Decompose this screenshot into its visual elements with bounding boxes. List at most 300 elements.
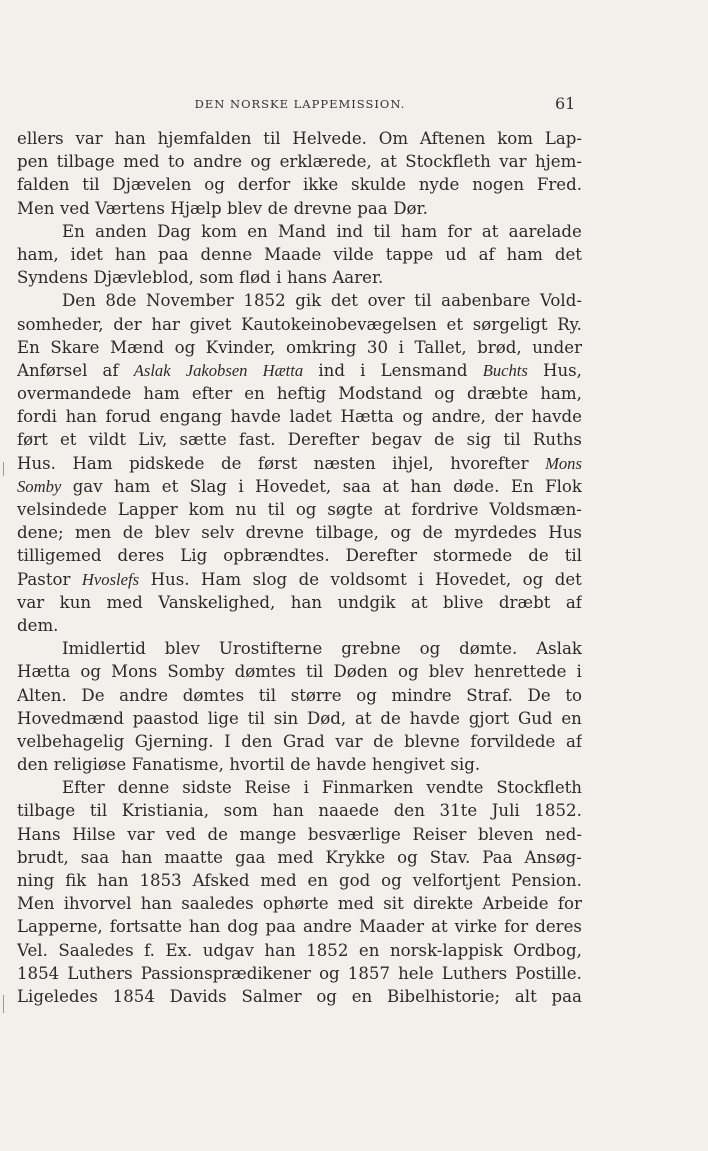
- word: paa: [158, 244, 189, 264]
- word: Lig: [180, 546, 208, 566]
- word: 1853: [139, 871, 182, 890]
- word: Hovedet,: [435, 569, 512, 589]
- text-line: [17, 289, 582, 312]
- word: havde: [531, 407, 582, 427]
- word: ham: [506, 244, 543, 264]
- word: for: [557, 894, 582, 914]
- word: hjemfalden: [157, 129, 252, 148]
- word: Krykke: [325, 847, 386, 867]
- word: vendte: [426, 778, 484, 798]
- text-line: [17, 313, 582, 336]
- word: Hus.: [17, 453, 56, 473]
- word: Ruths: [532, 430, 582, 450]
- word: Mænd: [110, 337, 164, 357]
- word: Død,: [307, 708, 347, 728]
- word: at: [382, 476, 399, 496]
- word: de: [290, 755, 311, 775]
- word: ellers: [17, 129, 64, 148]
- word: en: [244, 384, 265, 404]
- word: De: [527, 685, 551, 705]
- word: et: [161, 476, 179, 496]
- word: Gud: [517, 708, 553, 728]
- word: sidste: [182, 778, 232, 798]
- word: ihvorvel: [63, 894, 132, 914]
- text-line: [17, 521, 582, 544]
- word: Urostifterne: [218, 639, 323, 659]
- word: 1852: [306, 940, 349, 960]
- word: Stav.: [429, 847, 471, 867]
- word: men: [75, 523, 112, 543]
- word: af: [478, 244, 495, 264]
- text-line: [17, 846, 582, 869]
- word: en: [358, 940, 380, 960]
- word: næsten: [313, 453, 376, 473]
- word: i: [398, 337, 404, 357]
- word: ud: [445, 244, 467, 264]
- word: Ordbog,: [513, 940, 582, 960]
- word: de: [380, 708, 401, 728]
- word: og: [434, 384, 455, 404]
- word: til: [258, 685, 277, 705]
- word: Fred.: [536, 175, 582, 195]
- italic-word: Hætta: [262, 360, 304, 380]
- word: havde: [409, 708, 461, 728]
- word: ham,: [540, 384, 582, 404]
- word: en: [307, 871, 329, 890]
- word: Hovedet,: [255, 476, 332, 496]
- word: Skare: [50, 337, 100, 357]
- text-line: [17, 243, 582, 266]
- word: Saaledes: [58, 940, 134, 960]
- word: Hætta: [340, 407, 394, 427]
- word: gjort: [468, 708, 510, 728]
- word: to: [167, 152, 185, 172]
- text-line: [17, 939, 582, 962]
- word: Døden: [333, 662, 388, 682]
- word: og: [204, 175, 225, 195]
- word: han: [114, 244, 147, 264]
- word: at: [410, 592, 428, 612]
- text-line: [17, 892, 582, 915]
- word: saa: [80, 847, 110, 867]
- text-line: [17, 220, 582, 243]
- word: Lapper: [117, 500, 178, 519]
- word: velbehagelig: [17, 731, 125, 751]
- word: han: [97, 871, 129, 890]
- word: han: [140, 894, 173, 914]
- word: større: [290, 685, 342, 705]
- word: Reiser: [412, 824, 467, 844]
- word: og: [250, 152, 272, 172]
- word: de: [433, 430, 455, 450]
- word: ført: [17, 430, 48, 450]
- word: November: [146, 291, 234, 311]
- word: Davids: [169, 986, 227, 1006]
- text-line: [17, 382, 582, 405]
- word: han: [272, 801, 304, 821]
- word: Reise: [244, 778, 291, 798]
- word: hele: [398, 963, 434, 983]
- word: Straf.: [466, 685, 513, 705]
- word: nogen: [472, 175, 525, 195]
- text-line: [17, 359, 582, 382]
- word: Om: [378, 129, 409, 148]
- word: og: [402, 407, 424, 427]
- word: Kautokeinobevægelsen: [241, 314, 437, 334]
- word: to: [565, 685, 582, 705]
- word: Syndens: [17, 268, 89, 288]
- word: Luthers: [441, 963, 508, 983]
- word: fordrive: [411, 500, 479, 519]
- word: sit: [383, 894, 404, 914]
- word: af: [102, 360, 119, 380]
- text-line: [17, 405, 582, 428]
- text-line: [17, 173, 582, 196]
- margin-mark: [3, 995, 4, 1013]
- word: den: [393, 801, 425, 821]
- word: 1852: [243, 291, 286, 311]
- word: under: [532, 337, 582, 357]
- word: paa: [265, 917, 296, 937]
- word: det: [554, 569, 582, 589]
- word: Men: [17, 198, 55, 218]
- word: Djævleblod,: [93, 268, 194, 288]
- word: Lensmand: [380, 360, 468, 380]
- word: hengivet: [371, 755, 445, 775]
- word: Flok: [545, 476, 582, 496]
- text-line: [17, 127, 582, 150]
- word: den: [17, 755, 49, 775]
- word: sig: [466, 430, 492, 450]
- word: var: [335, 731, 363, 751]
- word: hans: [287, 268, 327, 288]
- word: Kristiania,: [121, 801, 209, 821]
- word: og: [319, 963, 340, 983]
- word: ham: [400, 221, 438, 241]
- word: de: [528, 546, 549, 566]
- word: var: [127, 824, 155, 844]
- word: opbrændtes.: [223, 546, 330, 566]
- word: ning: [17, 871, 55, 890]
- word: Hilse: [72, 824, 116, 844]
- word: flød: [239, 268, 271, 288]
- word: Pastor: [17, 569, 71, 589]
- word: idet: [70, 244, 103, 264]
- word: blev: [164, 639, 200, 659]
- text-line: [17, 823, 582, 846]
- word: døde.: [453, 476, 500, 496]
- word: Modstand: [338, 384, 423, 404]
- word: 30: [366, 337, 389, 357]
- word: en: [561, 708, 582, 728]
- word: paastod: [132, 708, 199, 728]
- word: dene;: [17, 523, 64, 543]
- word: Pension.: [511, 871, 582, 890]
- word: pidskede: [129, 453, 205, 473]
- word: de: [422, 523, 443, 543]
- word: norsk-lappisk: [389, 940, 503, 960]
- word: i: [238, 476, 244, 496]
- body-text: [17, 127, 582, 1008]
- word: dømtes: [234, 662, 296, 682]
- word: de: [207, 824, 228, 844]
- word: Fanatisme,: [131, 755, 224, 775]
- word: han: [65, 407, 97, 427]
- word: de: [298, 569, 320, 589]
- word: i: [276, 268, 282, 288]
- word: at: [431, 917, 448, 937]
- word: ham: [143, 384, 180, 404]
- word: han: [264, 940, 296, 960]
- word: Ham: [201, 569, 242, 589]
- word: han: [114, 129, 146, 148]
- italic-word: Jakobsen: [185, 360, 248, 380]
- word: religiøse: [53, 755, 127, 775]
- word: dræbte: [466, 384, 529, 404]
- word: bleven: [477, 824, 534, 844]
- word: for: [447, 221, 472, 241]
- word: de: [373, 731, 394, 751]
- word: virke: [454, 917, 498, 937]
- word: drevne: [293, 198, 352, 218]
- word: i: [418, 569, 424, 589]
- word: hvorefter: [450, 453, 529, 473]
- word: sørgeligt: [472, 314, 548, 334]
- word: Gjerning.: [134, 731, 214, 751]
- word: alt: [514, 986, 537, 1006]
- word: falden: [17, 175, 70, 195]
- word: drevne: [245, 523, 304, 543]
- word: vildt: [88, 430, 126, 450]
- word: 1852.: [534, 801, 582, 821]
- word: Liv,: [138, 430, 168, 450]
- word: Derefter: [345, 546, 418, 566]
- word: der: [494, 407, 523, 427]
- word: Vel.: [17, 940, 48, 960]
- word: Dør.: [393, 198, 428, 218]
- word: Afsked: [192, 871, 250, 890]
- text-line: [17, 336, 582, 359]
- text-line: [17, 869, 582, 892]
- word: Ansøg-: [524, 847, 582, 867]
- word: som: [223, 801, 258, 821]
- word: Hus,: [543, 360, 582, 380]
- word: saaledes: [181, 894, 254, 914]
- word: kom: [188, 500, 225, 519]
- word: havde: [316, 755, 367, 775]
- word: nyde: [418, 175, 460, 195]
- word: hjem-: [534, 152, 582, 172]
- word: Hovedmænd: [17, 708, 124, 728]
- word: tilbage: [17, 801, 76, 821]
- word: en: [247, 221, 268, 241]
- word: ind: [318, 360, 345, 380]
- word: En: [17, 337, 40, 357]
- word: med: [260, 871, 297, 890]
- word: slog: [252, 569, 288, 589]
- word: Ham: [72, 453, 113, 473]
- text-line: [17, 985, 582, 1008]
- text-line: [17, 197, 582, 220]
- word: var: [17, 592, 45, 612]
- word: med: [277, 847, 314, 867]
- word: tilbage: [56, 152, 115, 172]
- word: og: [522, 569, 544, 589]
- word: Ex.: [165, 940, 193, 960]
- word: paa: [357, 198, 388, 218]
- word: gav: [72, 476, 103, 496]
- word: En: [62, 221, 85, 241]
- italic-word: Buchts: [482, 360, 528, 380]
- italic-word: Hvoslefs: [81, 569, 140, 589]
- word: efter: [191, 384, 233, 404]
- word: og: [316, 986, 337, 1006]
- text-line: [17, 799, 582, 822]
- word: fortsatte: [109, 917, 183, 937]
- word: Lap-: [544, 129, 582, 148]
- word: besværlige: [307, 824, 401, 844]
- running-head: [0, 94, 708, 114]
- word: den: [241, 731, 273, 751]
- word: til: [306, 662, 324, 682]
- word: nu: [235, 500, 257, 519]
- word: i: [303, 778, 309, 798]
- word: udgav: [202, 940, 254, 960]
- word: engang: [159, 407, 222, 427]
- word: derfor: [237, 175, 291, 195]
- word: Tallet,: [414, 337, 467, 357]
- word: ind: [336, 221, 364, 241]
- word: brudt,: [17, 847, 69, 867]
- word: ophørte: [262, 894, 329, 914]
- word: Arbeide: [482, 894, 549, 914]
- word: og: [174, 337, 196, 357]
- word: og: [80, 662, 102, 682]
- text-line: [17, 776, 582, 799]
- text-line: [17, 150, 582, 173]
- text-line: [17, 266, 582, 289]
- word: ladet: [289, 407, 332, 427]
- word: i: [576, 662, 582, 682]
- word: gaa: [234, 847, 266, 867]
- word: søgte: [327, 500, 373, 519]
- word: ihjel,: [392, 453, 434, 473]
- word: der: [113, 314, 142, 334]
- word: skulde: [351, 175, 407, 195]
- word: Slag: [189, 476, 227, 496]
- word: og: [397, 662, 419, 682]
- word: henrettede: [473, 662, 567, 682]
- text-line: [17, 637, 582, 660]
- word: denne: [200, 244, 253, 264]
- word: de: [267, 198, 289, 218]
- word: ned-: [545, 824, 582, 844]
- word: Maader: [358, 917, 425, 937]
- word: Grad: [283, 731, 325, 751]
- word: ham: [114, 476, 151, 496]
- word: Den: [62, 291, 96, 311]
- word: og: [397, 847, 418, 867]
- word: brød,: [477, 337, 522, 357]
- word: maatte: [164, 847, 223, 867]
- word: 31te: [439, 801, 478, 821]
- word: til: [373, 221, 391, 241]
- word: 1857: [347, 963, 390, 983]
- text-line: [17, 475, 582, 498]
- text-line: [17, 753, 582, 776]
- text-line: [17, 428, 582, 451]
- word: 1854: [17, 963, 60, 983]
- word: fik: [65, 871, 87, 890]
- word: tappe: [385, 244, 434, 264]
- word: han: [121, 847, 153, 867]
- word: stormede: [433, 546, 513, 566]
- word: lige: [207, 708, 239, 728]
- word: Paa: [482, 847, 513, 867]
- word: dog: [227, 917, 259, 937]
- word: Alten.: [17, 685, 67, 705]
- text-line: [17, 568, 582, 591]
- word: blive: [443, 592, 484, 612]
- word: kom: [497, 129, 534, 148]
- word: at: [380, 152, 397, 172]
- word: blev: [227, 198, 263, 218]
- word: aarelade: [508, 221, 582, 241]
- text-line: [17, 498, 582, 521]
- word: kom: [201, 221, 237, 241]
- word: Dag: [157, 221, 191, 241]
- word: En: [510, 476, 534, 496]
- word: Hætta: [17, 662, 71, 682]
- word: Aarer.: [332, 268, 384, 288]
- word: omkring: [285, 337, 357, 357]
- word: andre,: [431, 407, 486, 427]
- word: havde: [230, 407, 281, 427]
- word: heftig: [276, 384, 327, 404]
- word: først: [257, 453, 298, 473]
- text-line: [17, 544, 582, 567]
- word: Derefter: [287, 430, 360, 450]
- word: Aftenen: [419, 129, 486, 148]
- word: Passionsprædikener: [140, 963, 311, 983]
- word: Kvinder,: [205, 337, 276, 357]
- word: sætte: [179, 430, 227, 450]
- word: dem.: [17, 615, 59, 635]
- word: et: [446, 314, 464, 334]
- word: tilligemed: [17, 546, 102, 566]
- word: som: [199, 268, 234, 288]
- word: han: [290, 592, 323, 612]
- word: af: [565, 731, 582, 751]
- word: til: [503, 430, 521, 450]
- word: Efter: [62, 778, 105, 798]
- word: sin: [273, 708, 299, 728]
- word: med: [337, 894, 375, 914]
- word: for: [504, 917, 529, 937]
- word: hvortil: [229, 755, 285, 775]
- word: ved: [166, 824, 196, 844]
- italic-word: Mons: [545, 453, 582, 473]
- word: med: [106, 592, 143, 612]
- word: Luthers: [67, 963, 133, 983]
- word: Ry.: [557, 314, 582, 334]
- text-line: [17, 684, 582, 707]
- word: f.: [144, 940, 155, 960]
- word: det: [330, 291, 358, 311]
- word: Men: [17, 894, 55, 914]
- word: Stockfleth: [496, 778, 582, 798]
- word: til: [82, 175, 100, 195]
